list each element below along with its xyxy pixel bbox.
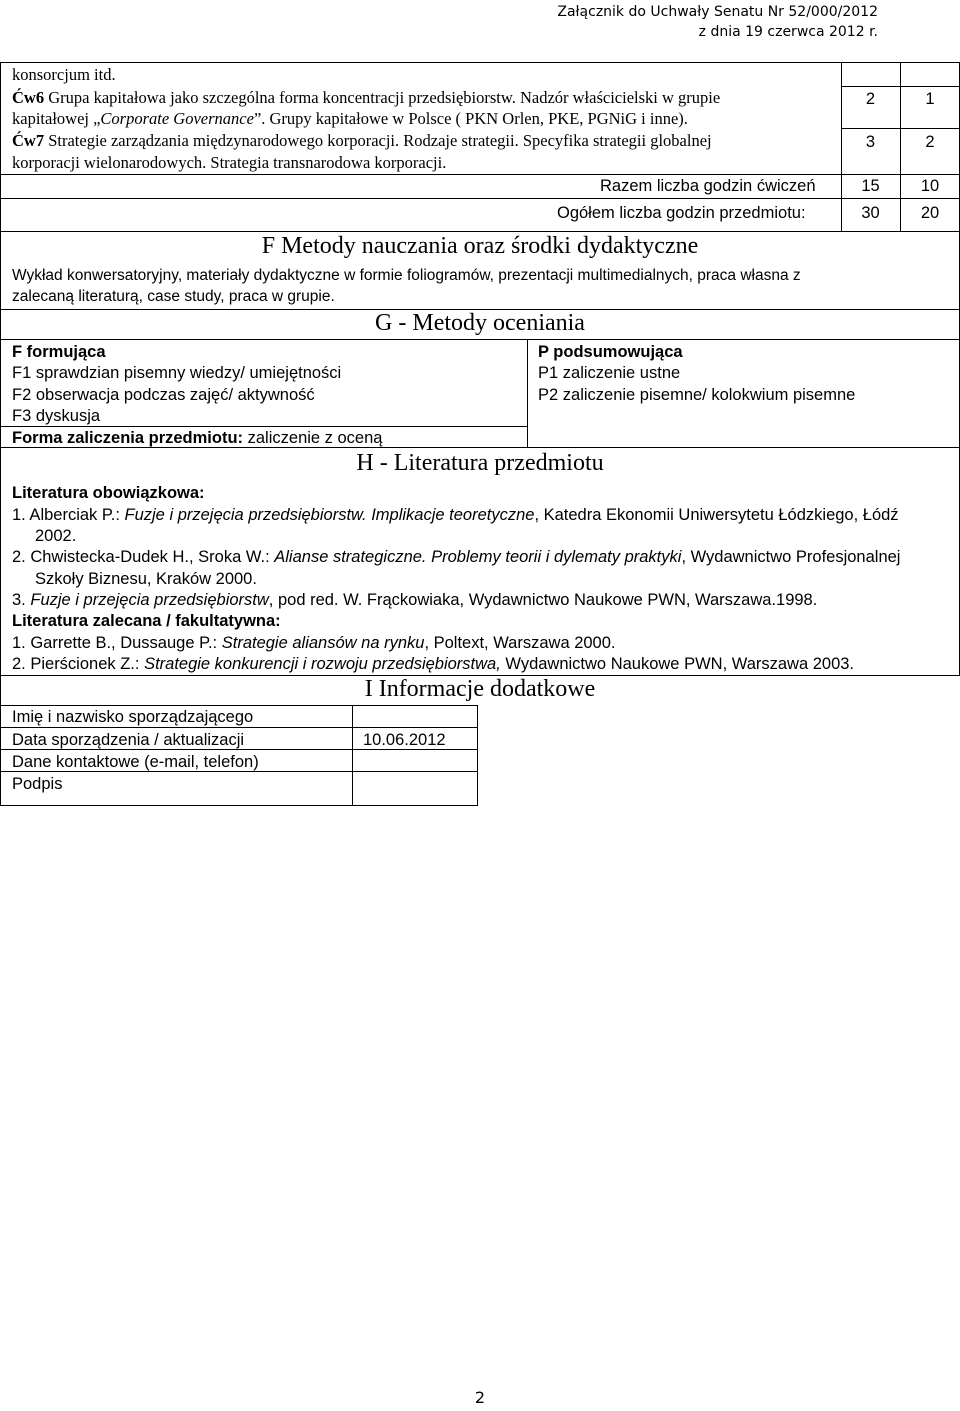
exercise-text: kapitałowej „ <box>12 109 101 128</box>
additional-right <box>477 705 478 806</box>
total-hours-1: 15 <box>861 177 880 195</box>
author: 1. Alberciak P.: <box>12 506 125 524</box>
exercise-text: Strategie zarządzania międzynarodowego korporacji. Rodzaje strategii. Specyfika strategii globalnej <box>44 131 712 150</box>
publisher: , pod red. W. Frąckowiaka, Wydawnictwo Naukowe PWN, Warszawa.1998. <box>268 591 818 609</box>
document-header <box>557 2 878 42</box>
header-date: z dnia 19 czerwca 2012 r. <box>698 24 878 40</box>
overall-hours-1: 30 <box>861 204 880 222</box>
publisher: , Katedra Ekonomii Uniwersytetu Łódzkiego, Łódź <box>534 506 899 524</box>
assessment-top <box>0 339 960 340</box>
additional-row-label: Imię i nazwisko sporządzającego <box>12 708 254 726</box>
cw6-hours-1: 2 <box>865 90 876 108</box>
book-title: Fuzje i przejęcia przedsiębiorstw. Implikacje teoretyczne <box>124 506 535 524</box>
literature-item-continued: 2002. <box>35 527 77 545</box>
author: 1. Garrette B., Dussauge P.: <box>12 634 222 652</box>
formative-item: F1 sprawdzian pisemny wiedzy/ umiejętności <box>12 364 342 382</box>
exercise-cw6-line2 <box>12 108 688 130</box>
exercise-text-italic: Corporate Governance <box>100 109 254 128</box>
author: 3. <box>12 591 31 609</box>
cw7-hours-2: 2 <box>925 133 935 151</box>
additional-title: I Informacje dodatkowe <box>364 676 596 702</box>
formative-item: F3 dyskusja <box>12 407 101 425</box>
page-number: 2 <box>474 1388 486 1407</box>
exercise-cw7-line2: korporacji wielonarodowych. Strategia transnarodowa korporacji. <box>12 153 447 172</box>
additional-bottom <box>0 805 478 806</box>
cw7-hours-1: 3 <box>865 133 876 151</box>
exercise-text: Grupa kapitałowa jako szczególna forma koncentracji przedsiębiorstw. Nadzór właścicielski w grupie <box>44 88 721 107</box>
literature-item <box>12 504 899 526</box>
cw6-hours-2: 1 <box>925 90 935 108</box>
additional-row-label: Dane kontaktowe (e-mail, telefon) <box>12 753 259 771</box>
exercise-text: ”. Grupy kapitałowe w Polsce ( PKN Orlen, PKE, PGNiG i inne). <box>253 109 688 128</box>
table-top-border <box>0 62 960 63</box>
assessment-bottom <box>0 447 960 448</box>
additional-row-label: Data sporządzenia / aktualizacji <box>12 731 245 749</box>
summative-item: P2 zaliczenie pisemne/ kolokwium pisemne <box>538 386 856 404</box>
book-title: Strategie aliansów na rynku <box>221 634 425 652</box>
additional-row-divider <box>0 727 478 728</box>
literature-item <box>12 589 817 611</box>
additional-row-label: Podpis <box>12 775 63 793</box>
summative-item: P1 zaliczenie ustne <box>538 364 681 382</box>
publisher: , Wydawnictwo Profesjonalnej <box>681 548 901 566</box>
summative-title: P podsumowująca <box>538 343 683 361</box>
book-title: Fuzje i przejęcia przedsiębiorstw <box>30 591 269 609</box>
overall-label: Ogółem liczba godzin przedmiotu: <box>557 204 806 222</box>
required-literature-title: Literatura obowiązkowa: <box>12 484 205 502</box>
total-hours-2: 10 <box>920 177 940 195</box>
exercise-code: Ćw7 <box>12 131 45 150</box>
publisher: , Poltext, Warszawa 2000. <box>424 634 616 652</box>
author: 2. Pierścionek Z.: <box>12 655 145 673</box>
header-resolution: Załącznik do Uchwały Senatu Nr 52/000/2012 <box>557 4 878 20</box>
total-row-top <box>0 174 960 175</box>
literature-item-continued: Szkoły Biznesu, Kraków 2000. <box>35 570 257 588</box>
literature-item <box>12 632 616 654</box>
additional-row-divider <box>0 749 478 750</box>
assessment-form <box>12 427 382 449</box>
literature-item <box>12 653 854 675</box>
book-title: Strategie konkurencji i rozwoju przedsiębiorstwa, <box>144 655 501 673</box>
methods-line1: Wykład konwersatoryjny, materiały dydaktyczne w formie foliogramów, prezentacji multimedialnych, praca własna z <box>12 267 801 284</box>
assessment-divider <box>527 339 528 447</box>
literature-title: H - Literatura przedmiotu <box>356 450 604 476</box>
hours-row-divider <box>841 86 960 87</box>
literature-item <box>12 546 900 568</box>
book-title: Alianse strategiczne. Problemy teorii i dylematy praktyki <box>274 548 682 566</box>
assessment-title: G - Metody oceniania <box>375 310 585 336</box>
publisher: Wydawnictwo Naukowe PWN, Warszawa 2003. <box>500 655 855 673</box>
exercise-cw7-line1 <box>12 130 712 152</box>
author: 2. Chwistecka-Dudek H., Sroka W.: <box>12 548 275 566</box>
formative-title: F formująca <box>12 343 106 361</box>
exercise-code: Ćw6 <box>12 88 45 107</box>
recommended-literature-title: Literatura zalecana / fakultatywna: <box>12 612 281 630</box>
additional-row-value: 10.06.2012 <box>363 731 446 749</box>
exercise-intro: konsorcjum itd. <box>12 65 116 84</box>
methods-title: F Metody nauczania oraz środki dydaktyczne <box>261 233 699 259</box>
methods-line2: zalecaną literaturą, case study, praca w grupie. <box>12 288 335 305</box>
overall-row-top <box>0 198 960 199</box>
formative-item: F2 obserwacja podczas zajęć/ aktywność <box>12 386 315 404</box>
form-value: zaliczenie z oceną <box>243 429 383 447</box>
overall-hours-2: 20 <box>920 204 940 222</box>
exercise-cw6-line1 <box>12 87 720 109</box>
total-label: Razem liczba godzin ćwiczeń <box>600 177 816 195</box>
form-label: Forma zaliczenia przedmiotu: <box>12 429 244 447</box>
hours-row-divider <box>841 128 960 129</box>
additional-row-divider <box>0 771 478 772</box>
additional-divider <box>352 705 353 806</box>
